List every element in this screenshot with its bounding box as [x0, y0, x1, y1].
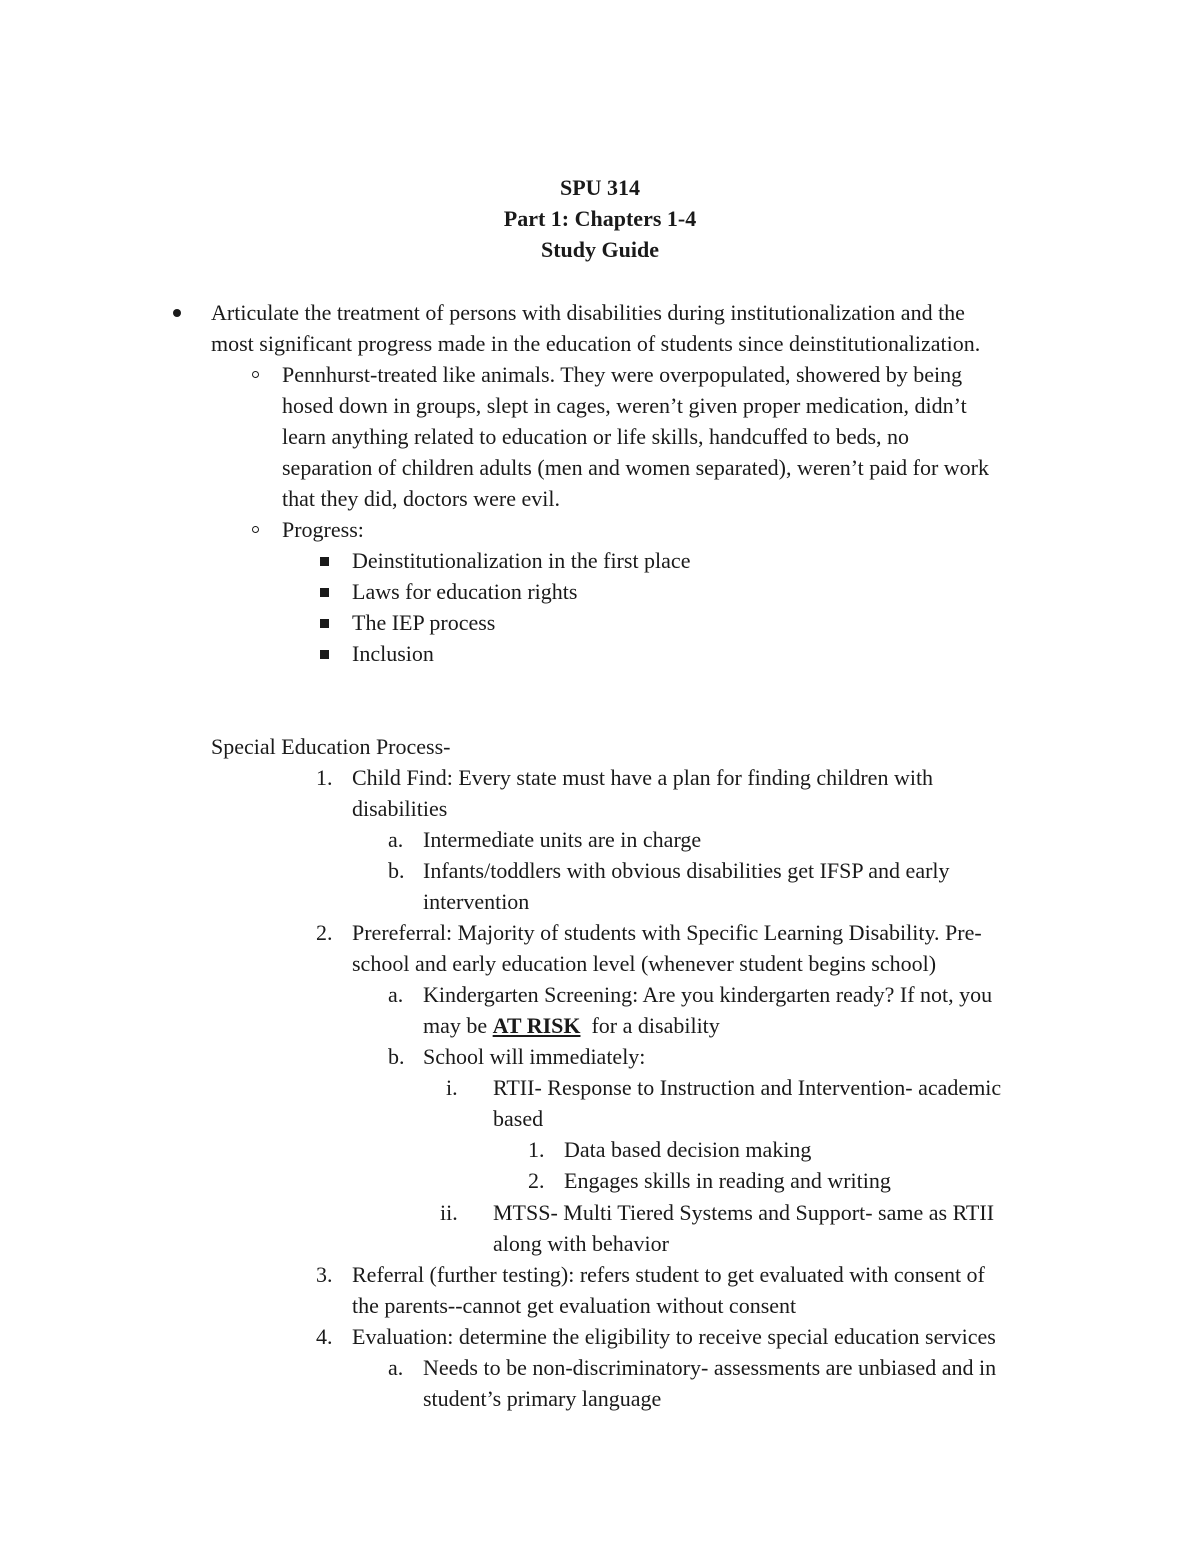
- list-letter: b.: [388, 858, 405, 883]
- mtss-line-2: along with behavior: [493, 1231, 669, 1256]
- progress-item: Inclusion: [352, 641, 434, 666]
- prereferral-line-2: school and early education level (whenever student begins school): [352, 951, 937, 976]
- screening-text-before: may be: [423, 1013, 493, 1038]
- list-letter: b.: [388, 1044, 405, 1069]
- pennhurst-line-5: that they did, doctors were evil.: [282, 486, 560, 511]
- pennhurst-line-1: Pennhurst-treated like animals. They were overpopulated, showered by being: [282, 362, 963, 387]
- progress-item: Deinstitutionalization in the first place: [352, 548, 691, 573]
- list-roman: ii.: [440, 1200, 458, 1225]
- screening-text-after: for a disability: [580, 1013, 720, 1038]
- disc-bullet: [173, 309, 181, 317]
- rtii-line-2: based: [493, 1106, 544, 1131]
- square-bullet: [320, 650, 329, 659]
- list-number: 2.: [528, 1168, 545, 1193]
- progress-item: The IEP process: [352, 610, 496, 635]
- list-number: 2.: [316, 920, 333, 945]
- progress-item: Laws for education rights: [352, 579, 578, 604]
- list-number: 1.: [528, 1137, 545, 1162]
- circle-bullet: [252, 371, 259, 378]
- prompt-line-1: Articulate the treatment of persons with disabilities during institutionalization and the: [211, 300, 965, 325]
- evaluation-line: Evaluation: determine the eligibility to receive special education services: [352, 1324, 996, 1349]
- at-risk-emphasis: AT RISK: [492, 1013, 581, 1038]
- child-find-line-1: Child Find: Every state must have a plan for finding children with: [352, 765, 934, 790]
- screening-line-2: [423, 1010, 720, 1041]
- rtii-sub-item: Data based decision making: [564, 1137, 812, 1162]
- study-guide-title: Study Guide: [541, 237, 659, 262]
- child-find-b-line-1: Infants/toddlers with obvious disabilities get IFSP and early: [423, 858, 950, 883]
- child-find-a-line: Intermediate units are in charge: [423, 827, 702, 852]
- list-number: 4.: [316, 1324, 333, 1349]
- rtii-sub-item: Engages skills in reading and writing: [564, 1168, 891, 1193]
- part-title: Part 1: Chapters 1-4: [503, 206, 697, 231]
- course-title: SPU 314: [559, 175, 641, 200]
- school-immediately-line: School will immediately:: [423, 1044, 646, 1069]
- circle-bullet: [252, 526, 259, 533]
- list-letter: a.: [388, 982, 404, 1007]
- list-number: 3.: [316, 1262, 333, 1287]
- rtii-line-1: RTII- Response to Instruction and Intervention- academic: [493, 1075, 1002, 1100]
- child-find-line-2: disabilities: [352, 796, 448, 821]
- square-bullet: [320, 588, 329, 597]
- mtss-line-1: MTSS- Multi Tiered Systems and Support- same as RTII: [493, 1200, 995, 1225]
- pennhurst-line-4: separation of children adults (men and women separated), weren’t paid for work: [282, 455, 990, 480]
- list-roman: i.: [446, 1075, 458, 1100]
- pennhurst-line-3: learn anything related to education or life skills, handcuffed to beds, no: [282, 424, 910, 449]
- evaluation-a-line-1: Needs to be non-discriminatory- assessments are unbiased and in: [423, 1355, 997, 1380]
- screening-line-1: Kindergarten Screening: Are you kindergarten ready? If not, you: [423, 982, 993, 1007]
- referral-line-1: Referral (further testing): refers student to get evaluated with consent of: [352, 1262, 985, 1287]
- list-letter: a.: [388, 1355, 404, 1380]
- section-heading: Special Education Process-: [211, 734, 451, 759]
- square-bullet: [320, 619, 329, 628]
- prompt-line-2: most significant progress made in the education of students since deinstitutionalization.: [211, 331, 981, 356]
- list-letter: a.: [388, 827, 404, 852]
- square-bullet: [320, 557, 329, 566]
- pennhurst-line-2: hosed down in groups, slept in cages, weren’t given proper medication, didn’t: [282, 393, 967, 418]
- child-find-b-line-2: intervention: [423, 889, 530, 914]
- list-number: 1.: [316, 765, 333, 790]
- referral-line-2: the parents--cannot get evaluation without consent: [352, 1293, 797, 1318]
- evaluation-a-line-2: student’s primary language: [423, 1386, 662, 1411]
- prereferral-line-1: Prereferral: Majority of students with Specific Learning Disability. Pre-: [352, 920, 982, 945]
- progress-label: Progress:: [282, 517, 364, 542]
